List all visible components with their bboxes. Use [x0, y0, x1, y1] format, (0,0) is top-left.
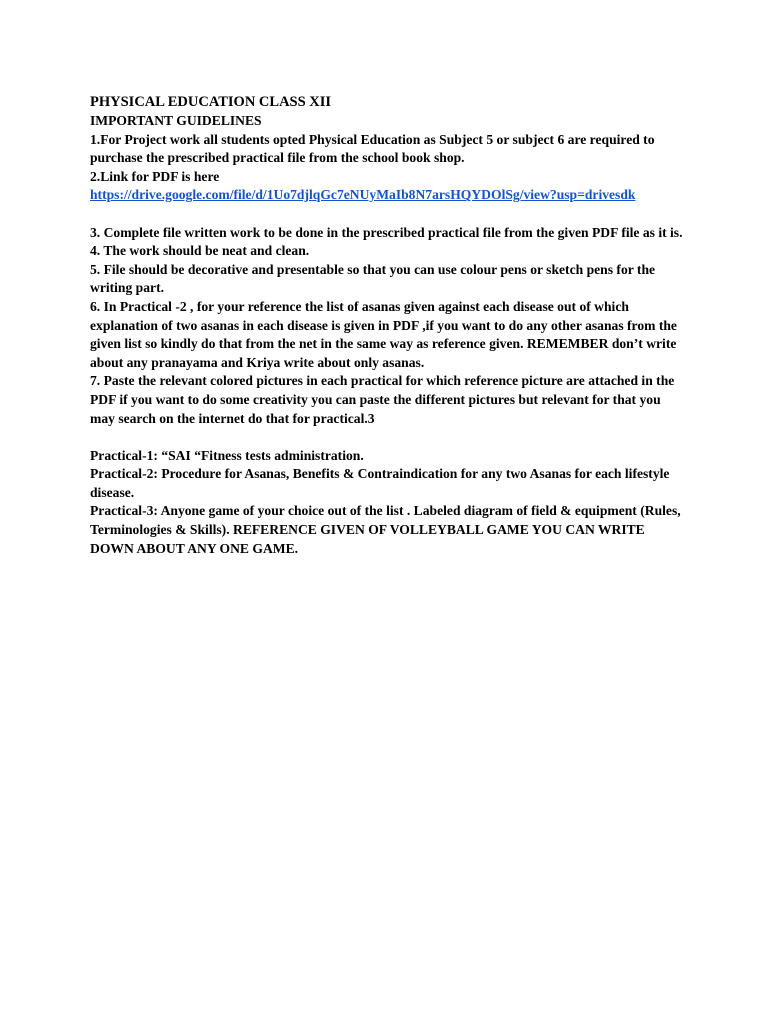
guidelines-heading: IMPORTANT GUIDELINES [90, 113, 262, 128]
practical-2: Practical-2: Procedure for Asanas, Benefits & Contraindication for any two Asanas for each lifestyle disease. [90, 466, 670, 500]
guideline-item-6: 6. In Practical -2 , for your reference the list of asanas given against each disease out of which explanation of two asanas in each disease is given in PDF ,if you want to do any other asanas from the given list so kindly do that from the net in the same way as reference given. REMEMBER don’t write about any pranayama and Kriya write about only asanas. [90, 298, 677, 370]
practical-3: Practical-3: Anyone game of your choice out of the list . Labeled diagram of field & equipment (Rules, Terminologies & Skills). REFERENCE GIVEN OF VOLLEYBALL GAME YOU CAN WRITE DOWN ABOUT ANY ONE GAME. [90, 503, 681, 556]
practical-1: Practical-1: “SAI “Fitness tests administration. [90, 447, 364, 463]
guideline-item-4: 4. The work should be neat and clean. [90, 243, 310, 259]
guideline-item-1: 1.For Project work all students opted Physical Education as Subject 5 or subject 6 are required to purchase the prescribed practical file from the school book shop. [90, 131, 655, 166]
guideline-item-3: 3. Complete file written work to be done in the prescribed practical file from the given PDF file as it is. [90, 224, 683, 240]
guideline-item-5: 5. File should be decorative and presentable so that you can use colour pens or sketch pens for the writing part. [90, 261, 656, 296]
pdf-link[interactable]: https://drive.google.com/file/d/1Uo7djlqGc7eNUyMaIb8N7arsHQYDOlSg/view?usp=drivesdk [90, 187, 636, 203]
document-title: PHYSICAL EDUCATION CLASS XII [90, 94, 332, 110]
paragraph-spacer [90, 428, 688, 447]
guideline-item-2: 2.Link for PDF is here [90, 168, 220, 184]
paragraph-spacer [90, 205, 688, 224]
guideline-item-7: 7. Paste the relevant colored pictures in each practical for which reference picture are attached in the PDF if you want to do some creativity you can paste the different pictures but relevant for that you may search on the internet do that for practical.3 [90, 373, 675, 426]
